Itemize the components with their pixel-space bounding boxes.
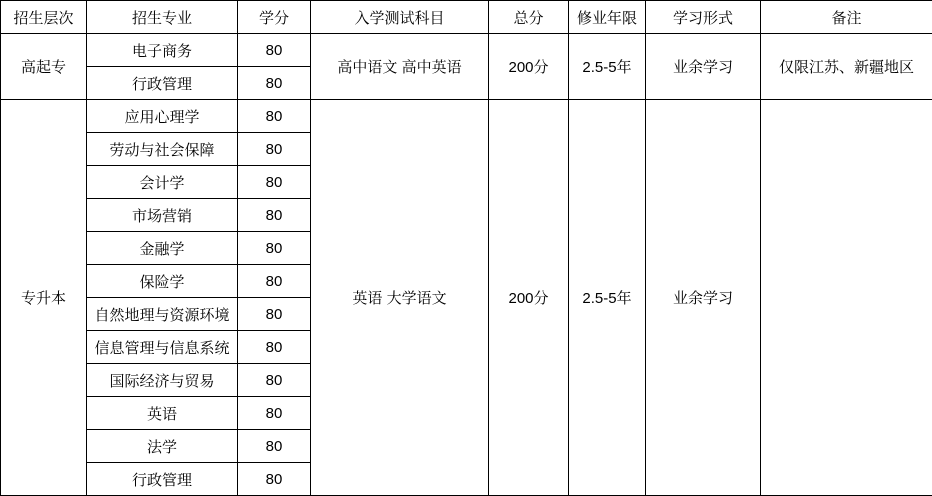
form-cell: 业余学习: [646, 34, 761, 100]
period-cell: 2.5-5年: [569, 34, 646, 100]
credits-cell: 80: [238, 133, 311, 166]
subjects-cell: 英语 大学语文: [311, 100, 489, 496]
credits-cell: 80: [238, 166, 311, 199]
major-cell: 行政管理: [87, 67, 238, 100]
credits-cell: 80: [238, 265, 311, 298]
header-cell-level: 招生层次: [1, 1, 87, 34]
credits-cell: 80: [238, 232, 311, 265]
major-cell: 行政管理: [87, 463, 238, 496]
form-cell: 业余学习: [646, 100, 761, 496]
major-cell: 法学: [87, 430, 238, 463]
header-row: [1, 1, 932, 34]
score-cell: 200分: [489, 100, 569, 496]
credits-cell: 80: [238, 397, 311, 430]
table-row: [1, 34, 932, 67]
header-cell-form: 学习形式: [646, 1, 761, 34]
major-cell: 市场营销: [87, 199, 238, 232]
major-cell: 信息管理与信息系统: [87, 331, 238, 364]
major-cell: 应用心理学: [87, 100, 238, 133]
credits-cell: 80: [238, 463, 311, 496]
major-cell: 会计学: [87, 166, 238, 199]
credits-cell: 80: [238, 364, 311, 397]
table-row: [1, 100, 932, 133]
major-cell: 电子商务: [87, 34, 238, 67]
credits-cell: 80: [238, 331, 311, 364]
major-cell: 英语: [87, 397, 238, 430]
credits-cell: 80: [238, 67, 311, 100]
credits-cell: 80: [238, 298, 311, 331]
header-cell-period: 修业年限: [569, 1, 646, 34]
major-cell: 保险学: [87, 265, 238, 298]
remark-cell: [761, 100, 932, 496]
score-cell: 200分: [489, 34, 569, 100]
credits-cell: 80: [238, 34, 311, 67]
header-cell-credits: 学分: [238, 1, 311, 34]
remark-cell: 仅限江苏、新疆地区: [761, 34, 932, 100]
header-cell-remark: 备注: [761, 1, 932, 34]
header-cell-score: 总分: [489, 1, 569, 34]
major-cell: 劳动与社会保障: [87, 133, 238, 166]
period-cell: 2.5-5年: [569, 100, 646, 496]
subjects-cell: 高中语文 高中英语: [311, 34, 489, 100]
level-cell: 专升本: [1, 100, 87, 496]
level-cell: 高起专: [1, 34, 87, 100]
major-cell: 自然地理与资源环境: [87, 298, 238, 331]
major-cell: 金融学: [87, 232, 238, 265]
header-cell-subjects: 入学测试科目: [311, 1, 489, 34]
credits-cell: 80: [238, 199, 311, 232]
header-cell-major: 招生专业: [87, 1, 238, 34]
major-cell: 国际经济与贸易: [87, 364, 238, 397]
credits-cell: 80: [238, 430, 311, 463]
credits-cell: 80: [238, 100, 311, 133]
